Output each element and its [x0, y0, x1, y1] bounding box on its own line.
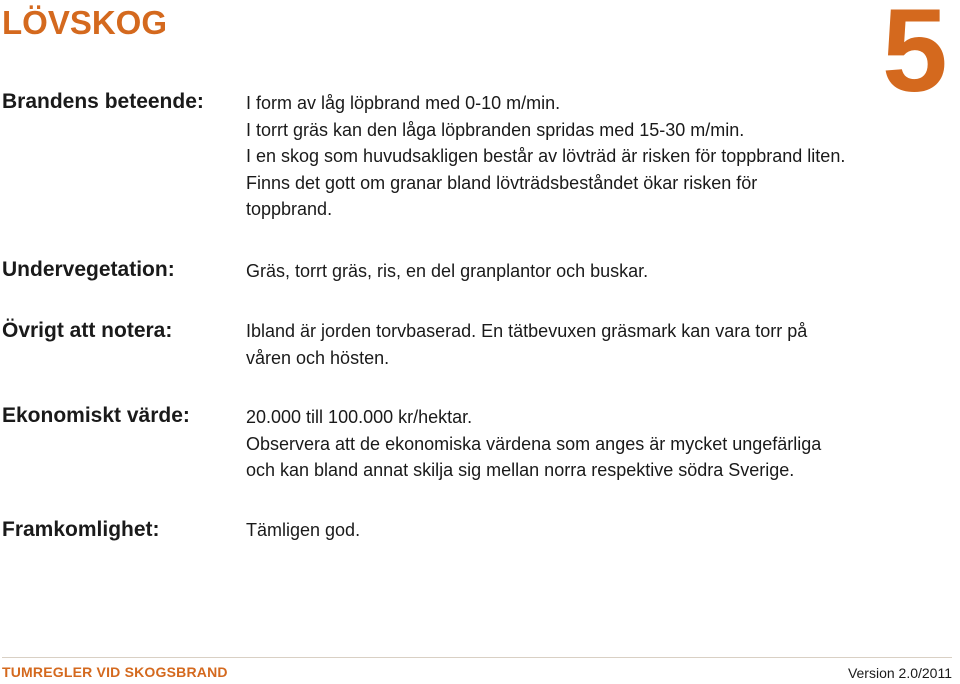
notes-line: Ibland är jorden torvbaserad. En tätbevuxen gräsmark kan vara torr på: [246, 321, 808, 341]
fire-behavior-line: Finns det gott om granar bland lövträdsbeståndet ökar risken för: [246, 172, 758, 193]
economic-value-line: 20.000 till 100.000 kr/hektar.: [246, 407, 473, 427]
footer-title: TUMREGLER VID SKOGSBRAND: [2, 664, 228, 680]
label-accessibility: Framkomlighet:: [2, 518, 160, 541]
fire-behavior-line: I torrt gräs kan den låga löpbranden spridas med 15-30 m/min.: [246, 119, 745, 140]
label-notes: Övrigt att notera:: [2, 319, 173, 342]
content-fire-behavior: [246, 90, 946, 223]
undergrowth-line: Gräs, torrt gräs, ris, en del granplantor och buskar.: [246, 261, 649, 281]
content-undergrowth: [246, 258, 946, 285]
content-accessibility: [246, 517, 946, 544]
content-economic-value: [246, 404, 946, 484]
accessibility-line: Tämligen god.: [246, 520, 361, 540]
label-fire-behavior: Brandens beteende:: [2, 90, 204, 113]
fire-behavior-line: I en skog som huvudsakligen består av lövträd är risken för toppbrand liten.: [246, 146, 846, 166]
economic-value-line: och kan bland annat skilja sig mellan norra respektive södra Sverige.: [246, 460, 795, 480]
fire-behavior-line: toppbrand.: [246, 199, 333, 219]
footer-version: Version 2.0/2011: [847, 665, 952, 681]
footer-divider: [2, 657, 952, 658]
page-title: LÖVSKOG: [2, 4, 168, 41]
label-economic-value: Ekonomiskt värde:: [2, 404, 190, 427]
notes-line: våren och hösten.: [246, 347, 390, 368]
label-undergrowth: Undervegetation:: [2, 258, 175, 281]
page-number: 5: [882, 0, 948, 117]
content-notes: [246, 318, 946, 371]
economic-value-line: Observera att de ekonomiska värdena som anges är mycket ungefärliga: [246, 433, 822, 454]
fire-behavior-line: I form av låg löpbrand med 0-10 m/min.: [246, 93, 561, 113]
